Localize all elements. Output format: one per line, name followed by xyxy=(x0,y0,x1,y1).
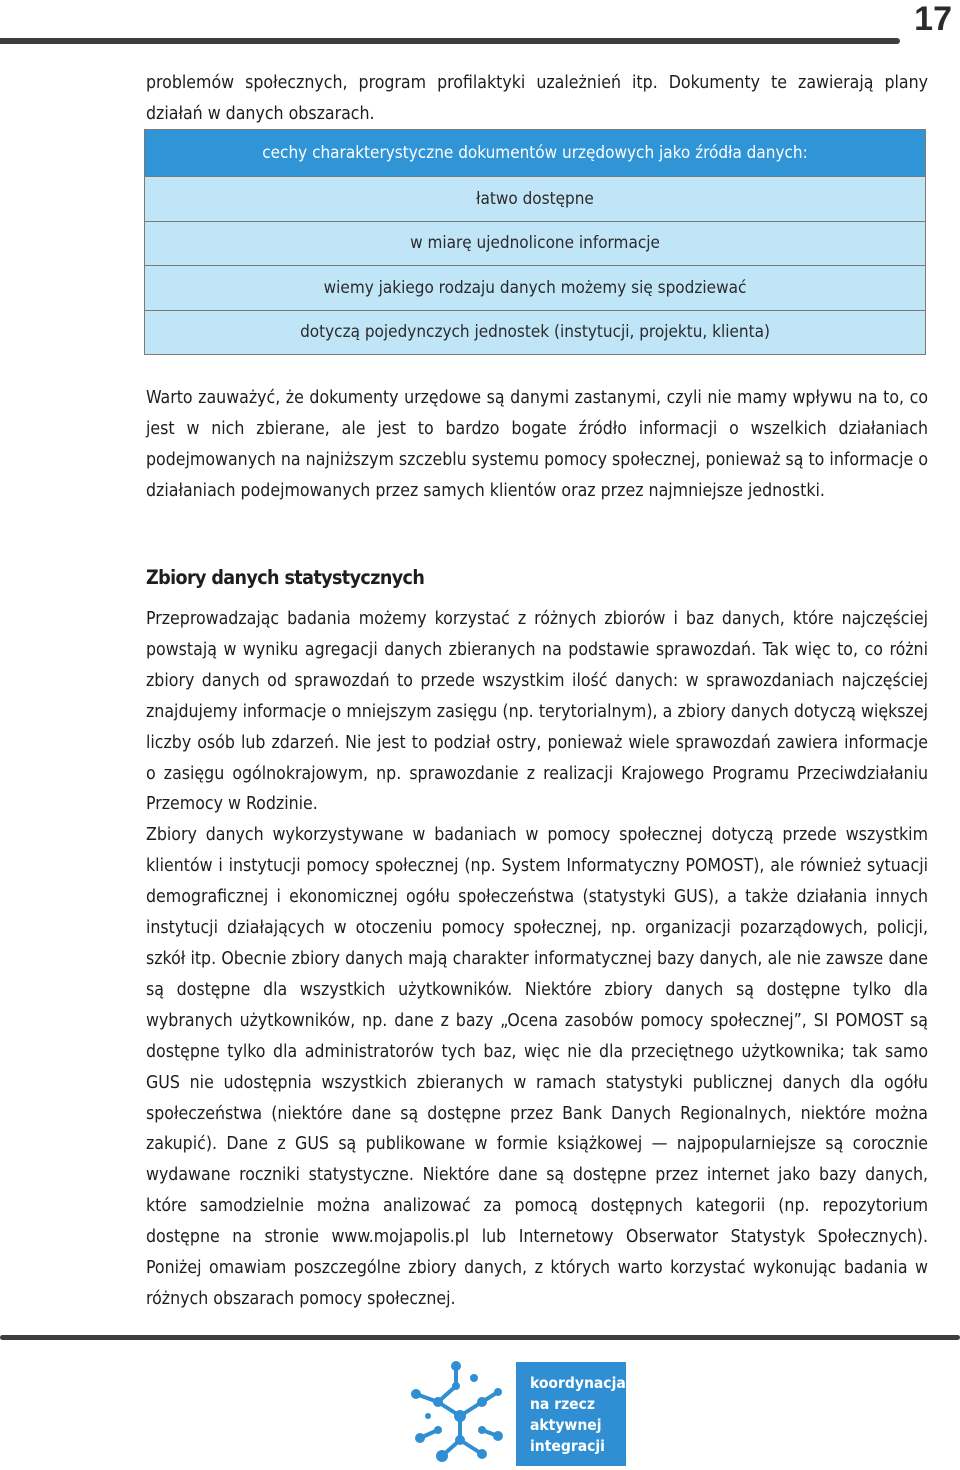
section-heading: Zbiory danych statystycznych xyxy=(146,566,425,589)
intro-paragraph: problemów społecznych, program profilaktyki uzależnień itp. Dokumenty te zawierają plany działań w danych obszarach. xyxy=(146,73,928,124)
table-row: w miarę ujednolicone informacje xyxy=(145,221,925,266)
table-header: cechy charakterystyczne dokumentów urzędowych jako źródła danych: xyxy=(145,130,925,176)
section1-block xyxy=(146,383,928,507)
logo-line: koordynacja xyxy=(530,1374,626,1392)
logo-line: aktywnej xyxy=(530,1416,602,1434)
top-rule xyxy=(0,38,900,44)
logo-text-box xyxy=(516,1362,626,1466)
table-row: dotyczą pojedynczych jednostek (instytucji, projektu, klienta) xyxy=(145,310,925,355)
logo-line: na rzecz xyxy=(530,1395,596,1413)
bottom-rule xyxy=(0,1335,960,1340)
document-features-table xyxy=(144,129,926,355)
section2-paragraph-2: Zbiory danych wykorzystywane w badaniach w pomocy społecznej dotyczą przede wszystkim klientów i instytucji pomocy społecznej (np. System Informatyczny POMOST), ale również sytuacji demograficznej i ekonomicznej ogółu społeczeństwa (statystyki GUS), a także działania innych instytucji działających w otoczeniu pomocy społecznej, np. organizacji pozarządowych, policji, szkół itp. Obecnie zbiory danych mają charakter informatycznej bazy danych, ale nie zawsze dane są dostępne dla wszystkich użytkowników. Niektóre zbiory danych są dostępne tylko dla wybranych użytkowników, np. dane z bazy „Ocena zasobów pomocy społecznej”, SI POMOST są dostępne tylko dla administratorów tych baz, więc nie dla przeciętnego użytkownika; tak samo GUS nie udostępnia wszystkich zbieranych w ramach statystyki publicznej danych dla ogółu społeczeństwa (niektóre dane są dostępne przez Bank Danych Regionalnych, niektóre można zakupić). Dane z GUS są publikowane w formie książkowej — najpopularniejsze są corocznie wydawane roczniki statystyczne. Niektóre dane są dostępne przez internet jako bazy danych, które samodzielnie można analizować za pomocą dostępnych kategorii (np. repozytorium dostępne na stronie www.mojapolis.pl lub Internetowy Obserwator Statystyk Społecznych). Poniżej omawiam poszczególne zbiory danych, z których warto korzystać wykonując badania w różnych obszarach pomocy społecznej. xyxy=(146,825,928,1309)
table-row: łatwo dostępne xyxy=(145,176,925,221)
table-row: wiemy jakiego rodzaju danych możemy się spodziewać xyxy=(145,265,925,310)
logo-line: integracji xyxy=(530,1437,605,1455)
section1-paragraph: Warto zauważyć, że dokumenty urzędowe są danymi zastanymi, czyli nie mamy wpływu na to, co jest w nich zbierane, ale jest to bardzo bogate źródło informacji o wszelkich działaniach podejmowanych na najniższym szczeblu systemu pomocy społecznej, ponieważ są to informacje o działaniach podejmowanych przez samych klientów oraz przez najmniejsze jednostki. xyxy=(146,388,928,501)
network-logo-icon xyxy=(398,1358,510,1470)
page-number: 17 xyxy=(914,0,952,38)
section2-block xyxy=(146,604,928,1315)
intro-block xyxy=(146,68,928,130)
section2-paragraph-1: Przeprowadzając badania możemy korzystać z różnych zbiorów i baz danych, które najczęściej powstają w wyniku agregacji danych zbieranych na podstawie sprawozdań. Tak więc to, co różni zbiory danych od sprawozdań to przede wszystkim ilość danych: w sprawozdaniach najczęściej znajdujemy informacje o mniejszym zasięgu (np. terytorialnym), a zbiory danych dotyczą większej liczby osób lub zdarzeń. Nie jest to podział ostry, ponieważ wiele sprawozdań zawiera informacje o zasięgu ogólnokrajowym, np. sprawozdanie z realizacji Krajowego Programu Przeciwdziałaniu Przemocy w Rodzinie. xyxy=(146,609,928,815)
